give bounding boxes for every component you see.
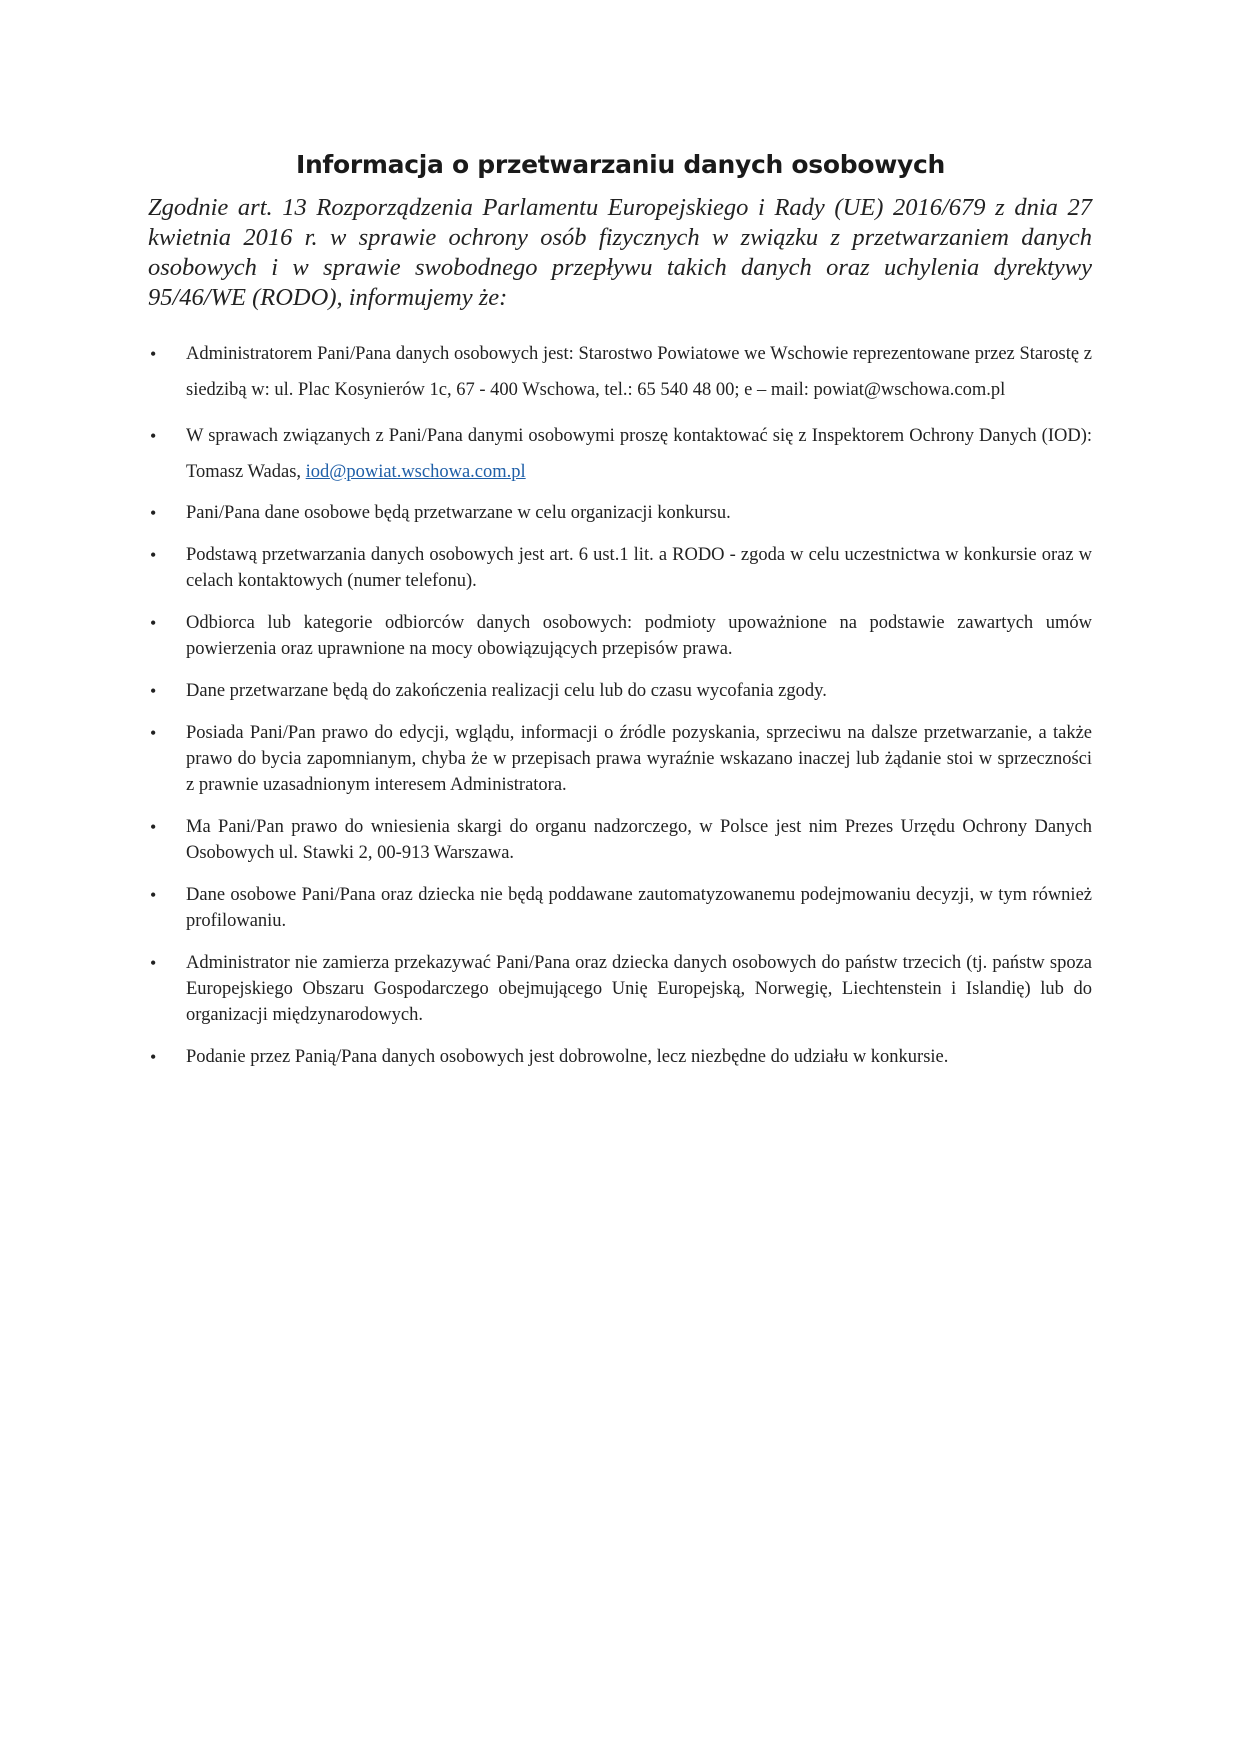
- iod-email-link[interactable]: iod@powiat.wschowa.com.pl: [305, 462, 526, 482]
- document-title: Informacja o przetwarzaniu danych osobowych: [295, 150, 946, 179]
- list-item-text: Dane osobowe Pani/Pana oraz dziecka nie będą poddawane zautomatyzowanemu podejmowaniu decyzji, w tym również profilowaniu.: [186, 885, 1092, 931]
- bullet-icon: •: [150, 545, 157, 565]
- list-item-recipients: [148, 610, 1092, 662]
- list-item-purpose: [148, 500, 1092, 526]
- bullet-icon: •: [150, 817, 157, 837]
- list-item-iod-contact: [148, 418, 1092, 490]
- bullet-icon: •: [150, 1047, 157, 1067]
- bullet-icon: •: [150, 613, 157, 633]
- list-item-text: Podstawą przetwarzania danych osobowych jest art. 6 ust.1 lit. a RODO - zgoda w celu uczestnictwa w konkursie oraz w celach kontaktowych (numer telefonu).: [186, 545, 1092, 591]
- list-item-legal-basis: [148, 542, 1092, 594]
- information-list: [148, 336, 1092, 1086]
- list-item-text: Administrator nie zamierza przekazywać Pani/Pana oraz dziecka danych osobowych do państw trzecich (tj. państw spoza Europejskiego Obszaru Gospodarczego obejmującego Unię Europejską, Norwegię, Liechtenstein i Islandię) lub do organizacji międzynarodowych.: [186, 953, 1092, 1025]
- bullet-icon: •: [150, 681, 157, 701]
- list-item-retention: [148, 678, 1092, 704]
- list-item-rights: [148, 720, 1092, 798]
- list-item-text: Dane przetwarzane będą do zakończenia realizacji celu lub do czasu wycofania zgody.: [186, 681, 827, 701]
- list-item-administrator: [148, 336, 1092, 408]
- bullet-icon: •: [150, 503, 157, 523]
- list-item-text: Posiada Pani/Pan prawo do edycji, wglądu, informacji o źródle pozyskania, sprzeciwu na dalsze przetwarzanie, a także prawo do bycia zapomnianym, chyba że w przepisach prawa wyraźnie wskazano inaczej lub żądanie stoi w sprzeczności z prawnie uzasadnionym interesem Administratora.: [186, 723, 1092, 795]
- list-item-text: W sprawach związanych z Pani/Pana danymi osobowymi proszę kontaktować się z Inspektorem Ochrony Danych (IOD): Tomasz Wadas,: [186, 426, 1092, 482]
- bullet-icon: •: [150, 723, 157, 743]
- list-item-text: Odbiorca lub kategorie odbiorców danych osobowych: podmioty upoważnione na podstawie zawartych umów powierzenia oraz uprawnione na mocy obowiązujących przepisów prawa.: [186, 613, 1092, 659]
- list-item-complaint: [148, 814, 1092, 866]
- list-item-text: Podanie przez Panią/Pana danych osobowych jest dobrowolne, lecz niezbędne do udziału w konkursie.: [186, 1047, 949, 1067]
- list-item-text: Administratorem Pani/Pana danych osobowych jest: Starostwo Powiatowe we Wschowie reprezentowane przez Starostę z siedzibą w: ul. Plac Kosynierów 1c, 67 - 400 Wschowa, tel.: 65 540 48 00; e – mail: powiat@wschowa.com.pl: [186, 344, 1092, 400]
- list-item-text: Pani/Pana dane osobowe będą przetwarzane w celu organizacji konkursu.: [186, 503, 731, 523]
- intro-paragraph: Zgodnie art. 13 Rozporządzenia Parlamentu Europejskiego i Rady (UE) 2016/679 z dnia 27 kwietnia 2016 r. w sprawie ochrony osób fizycznych w związku z przetwarzaniem danych osobowych i w sprawie swobodnego przepływu takich danych oraz uchylenia dyrektywy 95/46/WE (RODO), informujemy że:: [148, 194, 1092, 311]
- list-item-profiling: [148, 882, 1092, 934]
- bullet-icon: •: [150, 344, 157, 364]
- bullet-icon: •: [150, 953, 157, 973]
- bullet-icon: •: [150, 426, 157, 446]
- list-item-text: Ma Pani/Pan prawo do wniesienia skargi do organu nadzorczego, w Polsce jest nim Prezes Urzędu Ochrony Danych Osobowych ul. Stawki 2, 00-913 Warszawa.: [186, 817, 1092, 863]
- list-item-voluntary: [148, 1044, 1092, 1070]
- list-item-third-countries: [148, 950, 1092, 1028]
- bullet-icon: •: [150, 885, 157, 905]
